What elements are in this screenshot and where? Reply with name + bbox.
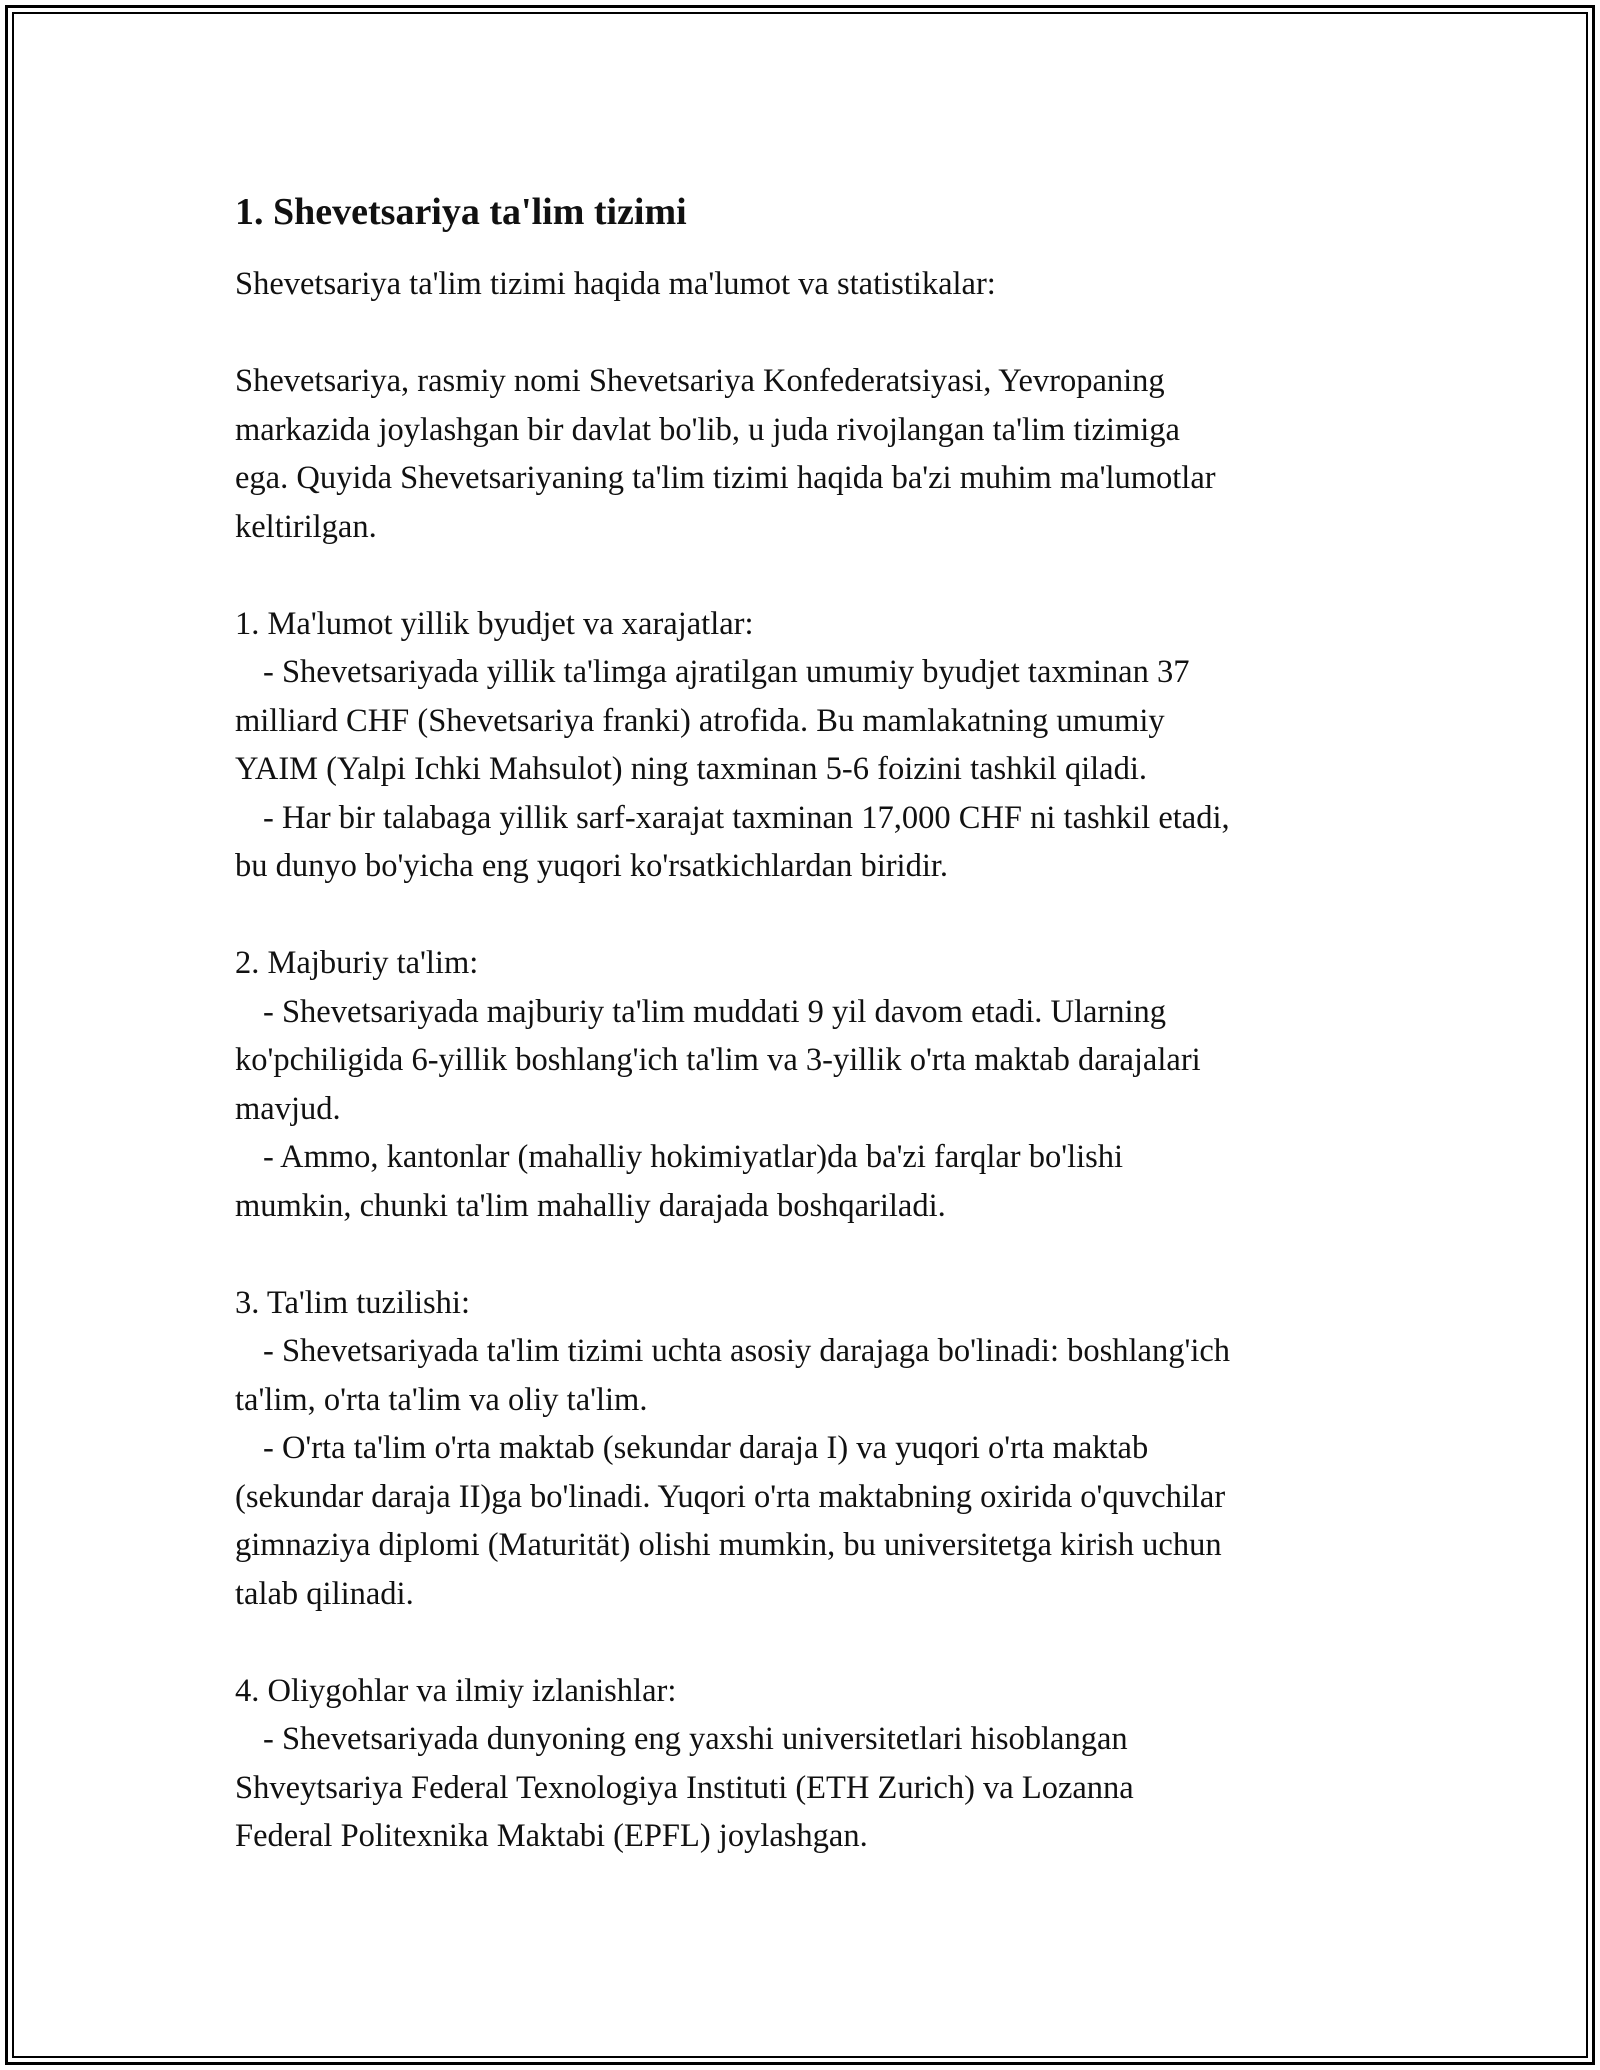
bullet-line: talab qilinadi.	[235, 1575, 414, 1612]
spacer	[235, 309, 1395, 358]
section-budget	[235, 600, 1395, 891]
spacer	[235, 891, 1395, 940]
bullet-item	[235, 988, 1395, 1134]
section-heading: 3. Ta'lim tuzilishi:	[235, 1284, 470, 1321]
bullet-line: - Shevetsariyada ta'lim tizimi uchta asosiy darajaga bo'linadi: boshlang'ich	[263, 1333, 1231, 1369]
section-education-structure	[235, 1279, 1395, 1619]
overview-line: Shevetsariya, rasmiy nomi Shevetsariya Konfederatsiyasi, Yevropaning	[235, 363, 1165, 399]
section-heading: 1. Ma'lumot yillik byudjet va xarajatlar:	[235, 605, 754, 642]
section-heading: 4. Oliygohlar va ilmiy izlanishlar:	[235, 1672, 677, 1709]
bullet-item	[235, 1715, 1395, 1861]
bullet-line: - Ammo, kantonlar (mahalliy hokimiyatlar)da ba'zi farqlar bo'lishi	[263, 1139, 1124, 1175]
bullet-item	[235, 1327, 1395, 1424]
bullet-line: mavjud.	[235, 1090, 341, 1127]
spacer	[235, 1230, 1395, 1279]
bullet-line: - O'rta ta'lim o'rta maktab (sekundar daraja I) va yuqori o'rta maktab	[263, 1430, 1149, 1466]
bullet-item	[235, 648, 1395, 794]
bullet-line: bu dunyo bo'yicha eng yuqori ko'rsatkichlardan biridir.	[235, 848, 949, 884]
document-body	[235, 188, 1395, 1861]
overview-line: keltirilgan.	[235, 508, 377, 545]
overview-paragraph	[235, 357, 1395, 551]
bullet-line: gimnaziya diplomi (Maturität) olishi mumkin, bu universitetga kirish uchun	[235, 1527, 1222, 1563]
bullet-line: YAIM (Yalpi Ichki Mahsulot) ning taxminan 5-6 foizini tashkil qiladi.	[235, 751, 1148, 787]
overview-line: markazida joylashgan bir davlat bo'lib, u juda rivojlangan ta'lim tizimiga	[235, 411, 1180, 448]
bullet-line: (sekundar daraja II)ga bo'linadi. Yuqori o'rta maktabning oxirida o'quvchilar	[235, 1478, 1226, 1515]
document-title: 1. Shevetsariya ta'lim tizimi	[235, 191, 687, 233]
bullet-line: - Shevetsariyada majburiy ta'lim muddati 9 yil davom etadi. Ularning	[263, 993, 1167, 1030]
bullet-line: Federal Politexnika Maktabi (EPFL) joylashgan.	[235, 1818, 868, 1854]
bullet-line: mumkin, chunki ta'lim mahalliy darajada boshqariladi.	[235, 1187, 946, 1224]
bullet-item	[235, 1133, 1395, 1230]
bullet-line: - Shevetsariyada dunyoning eng yaxshi universitetlari hisoblangan	[263, 1721, 1128, 1757]
bullet-line: - Har bir talabaga yillik sarf-xarajat taxminan 17,000 CHF ni tashkil etadi,	[263, 799, 1230, 836]
bullet-line: - Shevetsariyada yillik ta'limga ajratilgan umumiy byudjet taxminan 37	[263, 654, 1190, 690]
intro-text: Shevetsariya ta'lim tizimi haqida ma'lumot va statistikalar:	[235, 266, 996, 302]
section-compulsory-education	[235, 939, 1395, 1230]
spacer	[235, 1618, 1395, 1667]
spacer	[235, 551, 1395, 600]
bullet-item	[235, 794, 1395, 891]
bullet-line: ta'lim, o'rta ta'lim va oliy ta'lim.	[235, 1381, 648, 1418]
overview-line: ega. Quyida Shevetsariyaning ta'lim tizimi haqida ba'zi muhim ma'lumotlar	[235, 460, 1216, 496]
bullet-line: Shveytsariya Federal Texnologiya Instituti (ETH Zurich) va Lozanna	[235, 1769, 1134, 1806]
bullet-item	[235, 1424, 1395, 1618]
section-heading: 2. Majburiy ta'lim:	[235, 945, 479, 981]
section-universities-research	[235, 1667, 1395, 1861]
bullet-line: milliard CHF (Shevetsariya franki) atrofida. Bu mamlakatning umumiy	[235, 702, 1165, 739]
bullet-line: ko'pchiligida 6-yillik boshlang'ich ta'lim va 3-yillik o'rta maktab darajalari	[235, 1042, 1201, 1078]
